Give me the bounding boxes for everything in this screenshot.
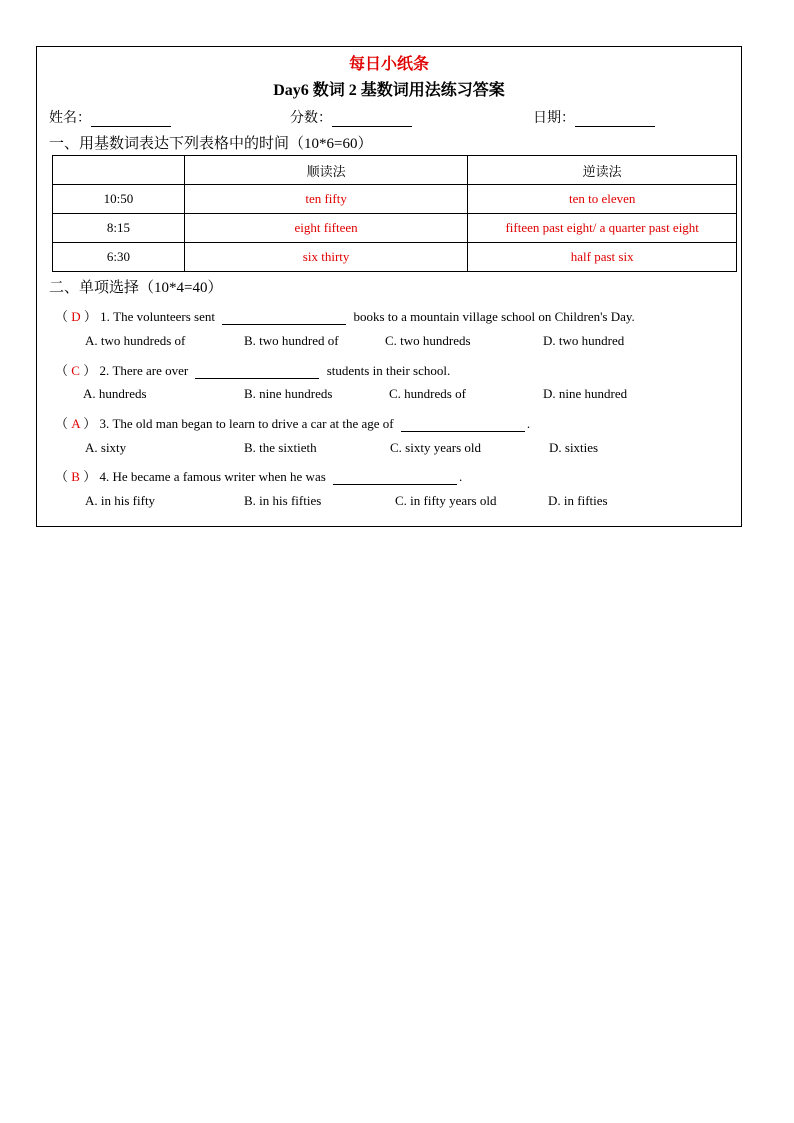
option[interactable]: D. nine hundred — [543, 386, 628, 401]
forward-answer-cell: six thirty — [184, 243, 468, 272]
forward-answer-cell: ten fifty — [184, 185, 468, 214]
answer-letter: D — [71, 309, 81, 324]
option[interactable]: D. sixties — [549, 440, 599, 455]
question-stem-end: students in their school. — [326, 363, 451, 378]
answer-blank[interactable] — [222, 310, 346, 325]
answer-bracket: （ B ） — [55, 469, 97, 484]
option[interactable]: B. nine hundreds — [244, 386, 333, 401]
option[interactable]: B. in his fifties — [244, 493, 322, 508]
header-cell-time — [53, 156, 185, 185]
table-row — [53, 243, 737, 272]
option[interactable]: B. the sixtieth — [244, 440, 317, 455]
table-row — [53, 214, 737, 243]
option[interactable]: A. two hundreds of — [85, 333, 186, 348]
option[interactable]: A. sixty — [85, 440, 127, 455]
option[interactable]: A. in his fifty — [85, 493, 156, 508]
section1-heading: 一、用基数词表达下列表格中的时间（10*6=60） — [49, 136, 373, 152]
question-stem-end: . — [459, 469, 463, 484]
answer-blank[interactable] — [401, 417, 525, 432]
answer-blank[interactable] — [333, 470, 457, 485]
score-label: 分数： — [290, 111, 332, 126]
name-field — [49, 107, 171, 127]
answer-letter: A — [71, 416, 80, 431]
option[interactable]: D. in fifties — [548, 493, 608, 508]
option[interactable]: C. in fifty years old — [395, 493, 497, 508]
time-cell: 10:50 — [53, 185, 185, 214]
name-label: 姓名： — [49, 111, 91, 126]
section2-heading: 二、单项选择（10*4=40） — [49, 280, 223, 296]
reverse-answer-cell: half past six — [468, 243, 737, 272]
option[interactable]: C. two hundreds — [385, 333, 471, 348]
question-stem: 3. The old man began to learn to drive a car at the age of — [99, 416, 394, 431]
question-1 — [55, 306, 635, 325]
name-blank[interactable] — [91, 112, 171, 127]
option[interactable]: D. two hundred — [543, 333, 625, 348]
answer-bracket: （ D ） — [55, 309, 97, 324]
question-stem: 4. He became a famous writer when he was — [99, 469, 326, 484]
option[interactable]: C. sixty years old — [390, 440, 481, 455]
time-table — [52, 155, 737, 272]
worksheet-title: 每日小纸条 — [348, 56, 429, 73]
forward-answer-cell: eight fifteen — [184, 214, 468, 243]
header-cell-forward: 顺读法 — [184, 156, 468, 185]
worksheet-box — [36, 46, 742, 527]
question-stem-end: books to a mountain village school on Children's Day. — [353, 309, 635, 324]
option[interactable]: C. hundreds of — [389, 386, 466, 401]
reverse-answer-cell: ten to eleven — [468, 185, 737, 214]
score-blank[interactable] — [332, 112, 412, 127]
worksheet-subtitle: Day6 数词 2 基数词用法练习答案 — [273, 82, 505, 99]
question-4 — [55, 466, 462, 485]
question-stem: 1. The volunteers sent — [100, 309, 215, 324]
answer-letter: B — [71, 469, 80, 484]
question-2 — [55, 360, 450, 379]
date-label: 日期： — [533, 111, 575, 126]
option[interactable]: B. two hundred of — [244, 333, 339, 348]
answer-blank[interactable] — [195, 364, 319, 379]
question-stem-end: . — [526, 416, 531, 431]
score-field — [290, 107, 412, 127]
question-stem: 2. There are over — [99, 363, 189, 378]
date-field — [533, 107, 655, 127]
reverse-answer-cell: fifteen past eight/ a quarter past eight — [468, 214, 737, 243]
date-blank[interactable] — [575, 112, 655, 127]
answer-bracket: （ C ） — [55, 363, 97, 378]
time-cell: 8:15 — [53, 214, 185, 243]
table-header-row — [53, 156, 737, 185]
header-cell-reverse: 逆读法 — [468, 156, 737, 185]
table-row — [53, 185, 737, 214]
question-3 — [55, 413, 530, 432]
option[interactable]: A. hundreds — [83, 386, 147, 401]
answer-bracket: （ A ） — [55, 416, 97, 431]
time-cell: 6:30 — [53, 243, 185, 272]
answer-letter: C — [71, 363, 80, 378]
